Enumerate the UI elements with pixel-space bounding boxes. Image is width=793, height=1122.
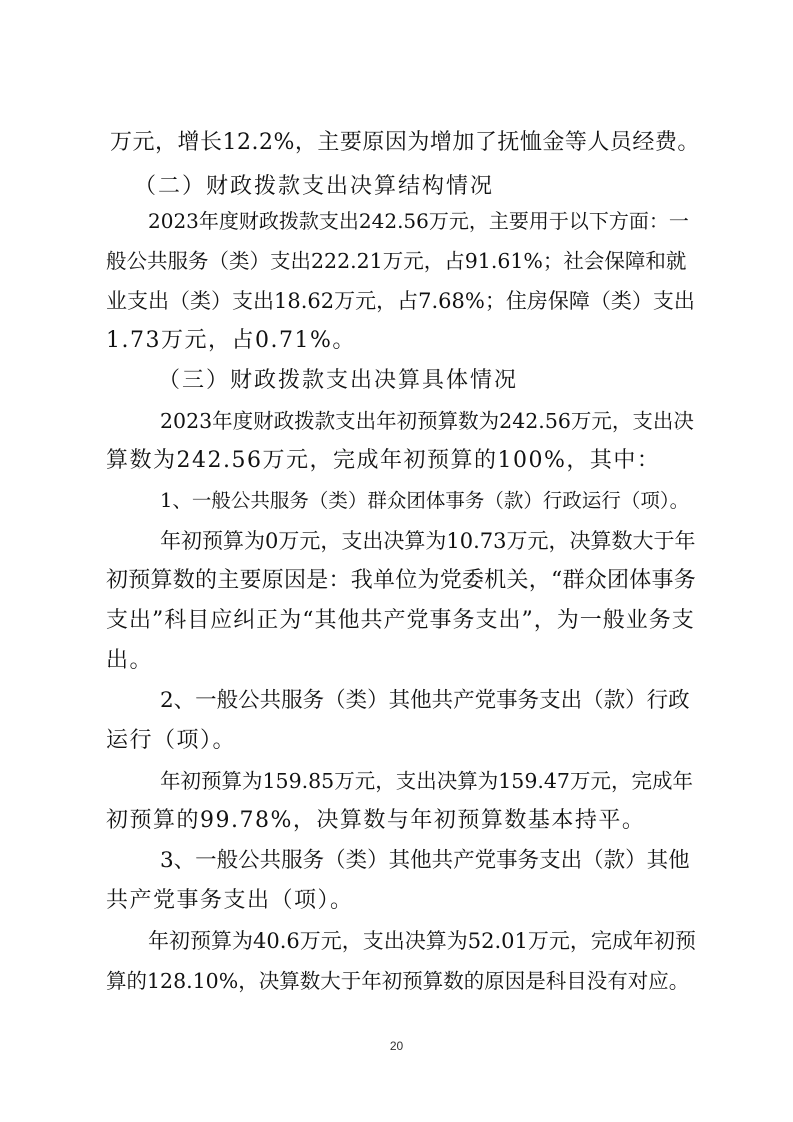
paragraph-line: 万元，增长12.2%，主要原因为增加了抚恤金等人员经费。 <box>110 130 700 155</box>
paragraph-line: 2023年度财政拨款支出年初预算数为242.56万元，支出决 <box>160 409 694 433</box>
paragraph-line: 2、一般公共服务（类）其他共产党事务支出（款）行政 <box>160 688 690 713</box>
paragraph-line: 1、一般公共服务（类）群众团体事务（款）行政运行（项）。 <box>160 489 690 512</box>
paragraph-line: 共产党事务支出（项）。 <box>106 888 354 913</box>
paragraph-line: 出。 <box>106 648 154 673</box>
section-heading: （二）财政拨款支出决算结构情况 <box>134 174 495 199</box>
paragraph-line: 支出”科目应纠正为“其他共产党事务支出”，为一般业务支 <box>106 608 695 633</box>
paragraph-line: 运行（项）。 <box>106 728 237 753</box>
paragraph-line: 1.73万元，占0.71%。 <box>106 328 356 353</box>
paragraph-line: 年初预算为40.6万元，支出决算为52.01万元，完成年初预 <box>148 929 696 953</box>
paragraph-line: 般公共服务（类）支出222.21万元，占91.61%；社会保障和就 <box>106 249 687 273</box>
paragraph-line: 初预算数的主要原因是：我单位为党委机关，“群众团体事务 <box>106 568 696 593</box>
page-number: 20 <box>389 1039 404 1053</box>
paragraph-line: 年初预算为159.85万元，支出决算为159.47万元，完成年 <box>160 769 693 793</box>
paragraph-line: 3、一般公共服务（类）其他共产党事务支出（款）其他 <box>160 848 690 873</box>
paragraph-line: 算数为242.56万元，完成年初预算的100%，其中： <box>106 448 661 473</box>
section-heading: （三）财政拨款支出决算具体情况 <box>158 368 519 393</box>
paragraph-line: 初预算的99.78%，决算数与年初预算数基本持平。 <box>106 808 646 833</box>
paragraph-line: 2023年度财政拨款支出242.56万元，主要用于以下方面：一 <box>148 209 689 233</box>
paragraph-line: 算的128.10%，决算数大于年初预算数的原因是科目没有对应。 <box>106 969 690 993</box>
paragraph-line: 业支出（类）支出18.62万元，占7.68%；住房保障（类）支出 <box>106 289 695 313</box>
paragraph-line: 年初预算为0万元，支出决算为10.73万元，决算数大于年 <box>160 529 696 553</box>
